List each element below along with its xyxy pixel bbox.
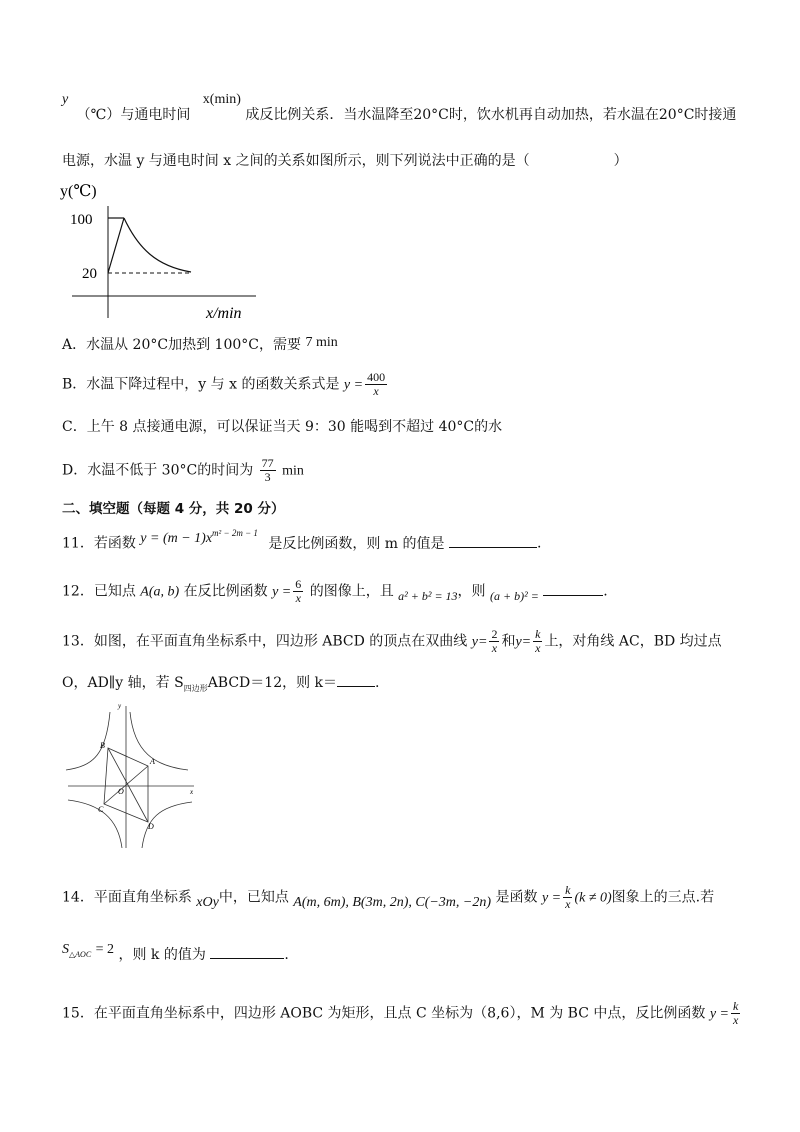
q13-line2-prefix: O，AD∥y 轴，若 S bbox=[62, 675, 184, 691]
intro-line-2: 电源，水温 y 与通电时间 x 之间的关系如图所示，则下列说法中正确的是（ ） bbox=[62, 153, 628, 169]
intro-text-1: 成反比例关系．当水温降至20°C时，饮水机再自动加热，若水温在20°C时接通 bbox=[245, 107, 737, 123]
q15-num: k bbox=[733, 999, 739, 1013]
q14-xoy: xOy bbox=[196, 894, 219, 910]
q13-lhs2: y= bbox=[515, 634, 532, 650]
graph2-curve-q1 bbox=[130, 712, 188, 770]
option-b-den: x bbox=[373, 384, 379, 398]
q14-prefix: 14．平面直角坐标系 bbox=[62, 889, 192, 906]
q13-end: . bbox=[375, 675, 380, 691]
q14-den: x bbox=[565, 897, 571, 911]
q12-mid: 在反比例函数 bbox=[183, 583, 268, 600]
q15-lhs: y = bbox=[709, 1006, 730, 1022]
q13-den2: x bbox=[535, 641, 541, 655]
option-b-lhs: y = bbox=[343, 377, 364, 393]
q12-mid2: 的图像上，且 bbox=[309, 583, 394, 600]
option-d-fraction bbox=[260, 457, 276, 484]
option-d-unit: min bbox=[282, 463, 304, 479]
q13-fraction-1 bbox=[489, 628, 499, 655]
graph2-label-b: B bbox=[100, 741, 105, 750]
q14-val: = 2 bbox=[95, 942, 115, 957]
q12-lhs: y = bbox=[272, 584, 292, 600]
q13-and: 和 bbox=[501, 633, 516, 650]
q11-end: . bbox=[536, 535, 542, 552]
graph1-x-label: x/min bbox=[206, 305, 242, 322]
option-d-text: D．水温不低于 30°C的时间为 bbox=[62, 462, 254, 479]
graph2-x-label: x bbox=[190, 788, 194, 796]
q11-prefix: 11．若函数 bbox=[62, 535, 136, 552]
q15-fraction bbox=[731, 1000, 740, 1027]
q13-num1: 2 bbox=[491, 627, 498, 641]
option-d-num: 77 bbox=[261, 456, 274, 470]
option-b-num: 400 bbox=[367, 370, 386, 384]
question-13-line-1 bbox=[62, 628, 740, 655]
option-a-text: A．水温从 20°C加热到 100°C，需要 bbox=[62, 337, 301, 353]
graph1-tick-20: 20 bbox=[82, 266, 97, 282]
q14-mid: 中，已知点 bbox=[218, 889, 289, 906]
q11-answer-blank[interactable] bbox=[449, 535, 537, 548]
q14-points: A(m, 6m), B(3m, 2n), C(−3m, −2n) bbox=[293, 894, 492, 910]
graph1-tick-100: 100 bbox=[70, 212, 93, 228]
option-c: C．上午 8 点接通电源，可以保证当天 9：30 能喝到不超过 40°C的水 bbox=[62, 419, 503, 435]
q13-subscript: 四边形 bbox=[183, 683, 208, 693]
graph2-label-d: D bbox=[148, 822, 154, 831]
graph2-label-a: A bbox=[150, 757, 155, 766]
graph2-curve-q3 bbox=[68, 800, 122, 848]
q13-answer-blank[interactable] bbox=[337, 674, 375, 687]
section-2-title: 二、填空题（每题 4 分，共 20 分） bbox=[62, 501, 285, 517]
q12-mid3: ，则 bbox=[457, 583, 486, 600]
q14-condition: (k ≠ 0) bbox=[574, 890, 612, 906]
y-variable: y bbox=[62, 92, 69, 107]
option-b-fraction bbox=[365, 371, 387, 398]
q14-sub: △AOC bbox=[69, 949, 92, 959]
graph2-label-o: O bbox=[118, 787, 124, 796]
q12-prefix: 12．已知点 bbox=[62, 583, 136, 600]
graph1-cooling-curve bbox=[124, 218, 191, 272]
q14-end: . bbox=[284, 947, 289, 963]
question-11 bbox=[62, 528, 740, 556]
q14-num: k bbox=[565, 883, 571, 897]
q13-den1: x bbox=[491, 641, 498, 655]
x-min-label: x(min) bbox=[202, 92, 241, 107]
q14-lhs: y = bbox=[541, 890, 562, 906]
temp-unit-text: （℃）与通电时间 bbox=[76, 107, 191, 123]
q12-expression: (a + b)² = bbox=[490, 588, 539, 603]
question-14-line-2 bbox=[62, 944, 740, 972]
graph2-label-c: C bbox=[98, 805, 104, 814]
option-d bbox=[62, 457, 740, 484]
q11-formula: y = (m − 1)x bbox=[140, 530, 213, 546]
temperature-graph bbox=[56, 178, 276, 328]
q15-den: x bbox=[733, 1013, 739, 1027]
q12-fraction bbox=[293, 578, 303, 605]
q12-den: x bbox=[295, 591, 301, 605]
q15-text: 15．在平面直角坐标系中，四边形 AOBC 为矩形，且点 C 坐标为（8,6），M 为 BC 中点，反比例函数 bbox=[62, 1005, 706, 1022]
q13-line1-prefix: 13．如图，在平面直角坐标系中，四边形 ABCD 的顶点在双曲线 bbox=[62, 633, 468, 650]
option-b bbox=[62, 371, 740, 398]
question-13-line-2 bbox=[62, 672, 740, 700]
q14-answer-blank[interactable] bbox=[210, 946, 284, 959]
option-a bbox=[62, 334, 740, 357]
q12-point: A(a, b) bbox=[140, 584, 180, 600]
q13-fraction-2 bbox=[533, 628, 542, 655]
q12-answer-blank[interactable] bbox=[543, 583, 603, 596]
question-12 bbox=[62, 578, 740, 605]
q13-num2: k bbox=[535, 627, 541, 641]
q11-exponent: m² − 2m − 1 bbox=[212, 528, 258, 538]
option-b-text: B．水温下降过程中，y 与 x 的函数关系式是 bbox=[62, 376, 340, 393]
q12-end: . bbox=[603, 583, 608, 600]
graph2-y-label: y bbox=[118, 702, 122, 710]
q12-num: 6 bbox=[295, 577, 302, 591]
graph2-diagonal-bd bbox=[108, 748, 148, 822]
hyperbola-graph bbox=[64, 700, 204, 850]
graph1-y-label: y(℃) bbox=[60, 183, 97, 200]
q14-suffix: 图象上的三点.若 bbox=[611, 889, 715, 906]
q13-line1-suffix: 上，对角线 AC，BD 均过点 bbox=[544, 633, 722, 650]
question-14-line-1 bbox=[62, 884, 740, 911]
option-d-den: 3 bbox=[264, 470, 271, 484]
graph1-heating-line bbox=[108, 218, 124, 273]
question-15 bbox=[62, 1000, 742, 1027]
q14-line2-text: ，则 k 的值为 bbox=[118, 947, 206, 963]
option-a-value: 7 min bbox=[305, 335, 338, 350]
q13-lhs1: y= bbox=[471, 634, 488, 650]
q11-suffix: 是反比例函数，则 m 的值是 bbox=[268, 535, 445, 552]
q12-condition: a² + b² = 13 bbox=[398, 588, 458, 603]
q14-s: S bbox=[62, 942, 69, 957]
q14-fraction bbox=[563, 884, 572, 911]
q14-mid2: 是函数 bbox=[495, 889, 538, 906]
q13-line2-mid: ABCD＝12，则 k＝ bbox=[207, 675, 338, 691]
intro-line-1 bbox=[62, 92, 740, 123]
